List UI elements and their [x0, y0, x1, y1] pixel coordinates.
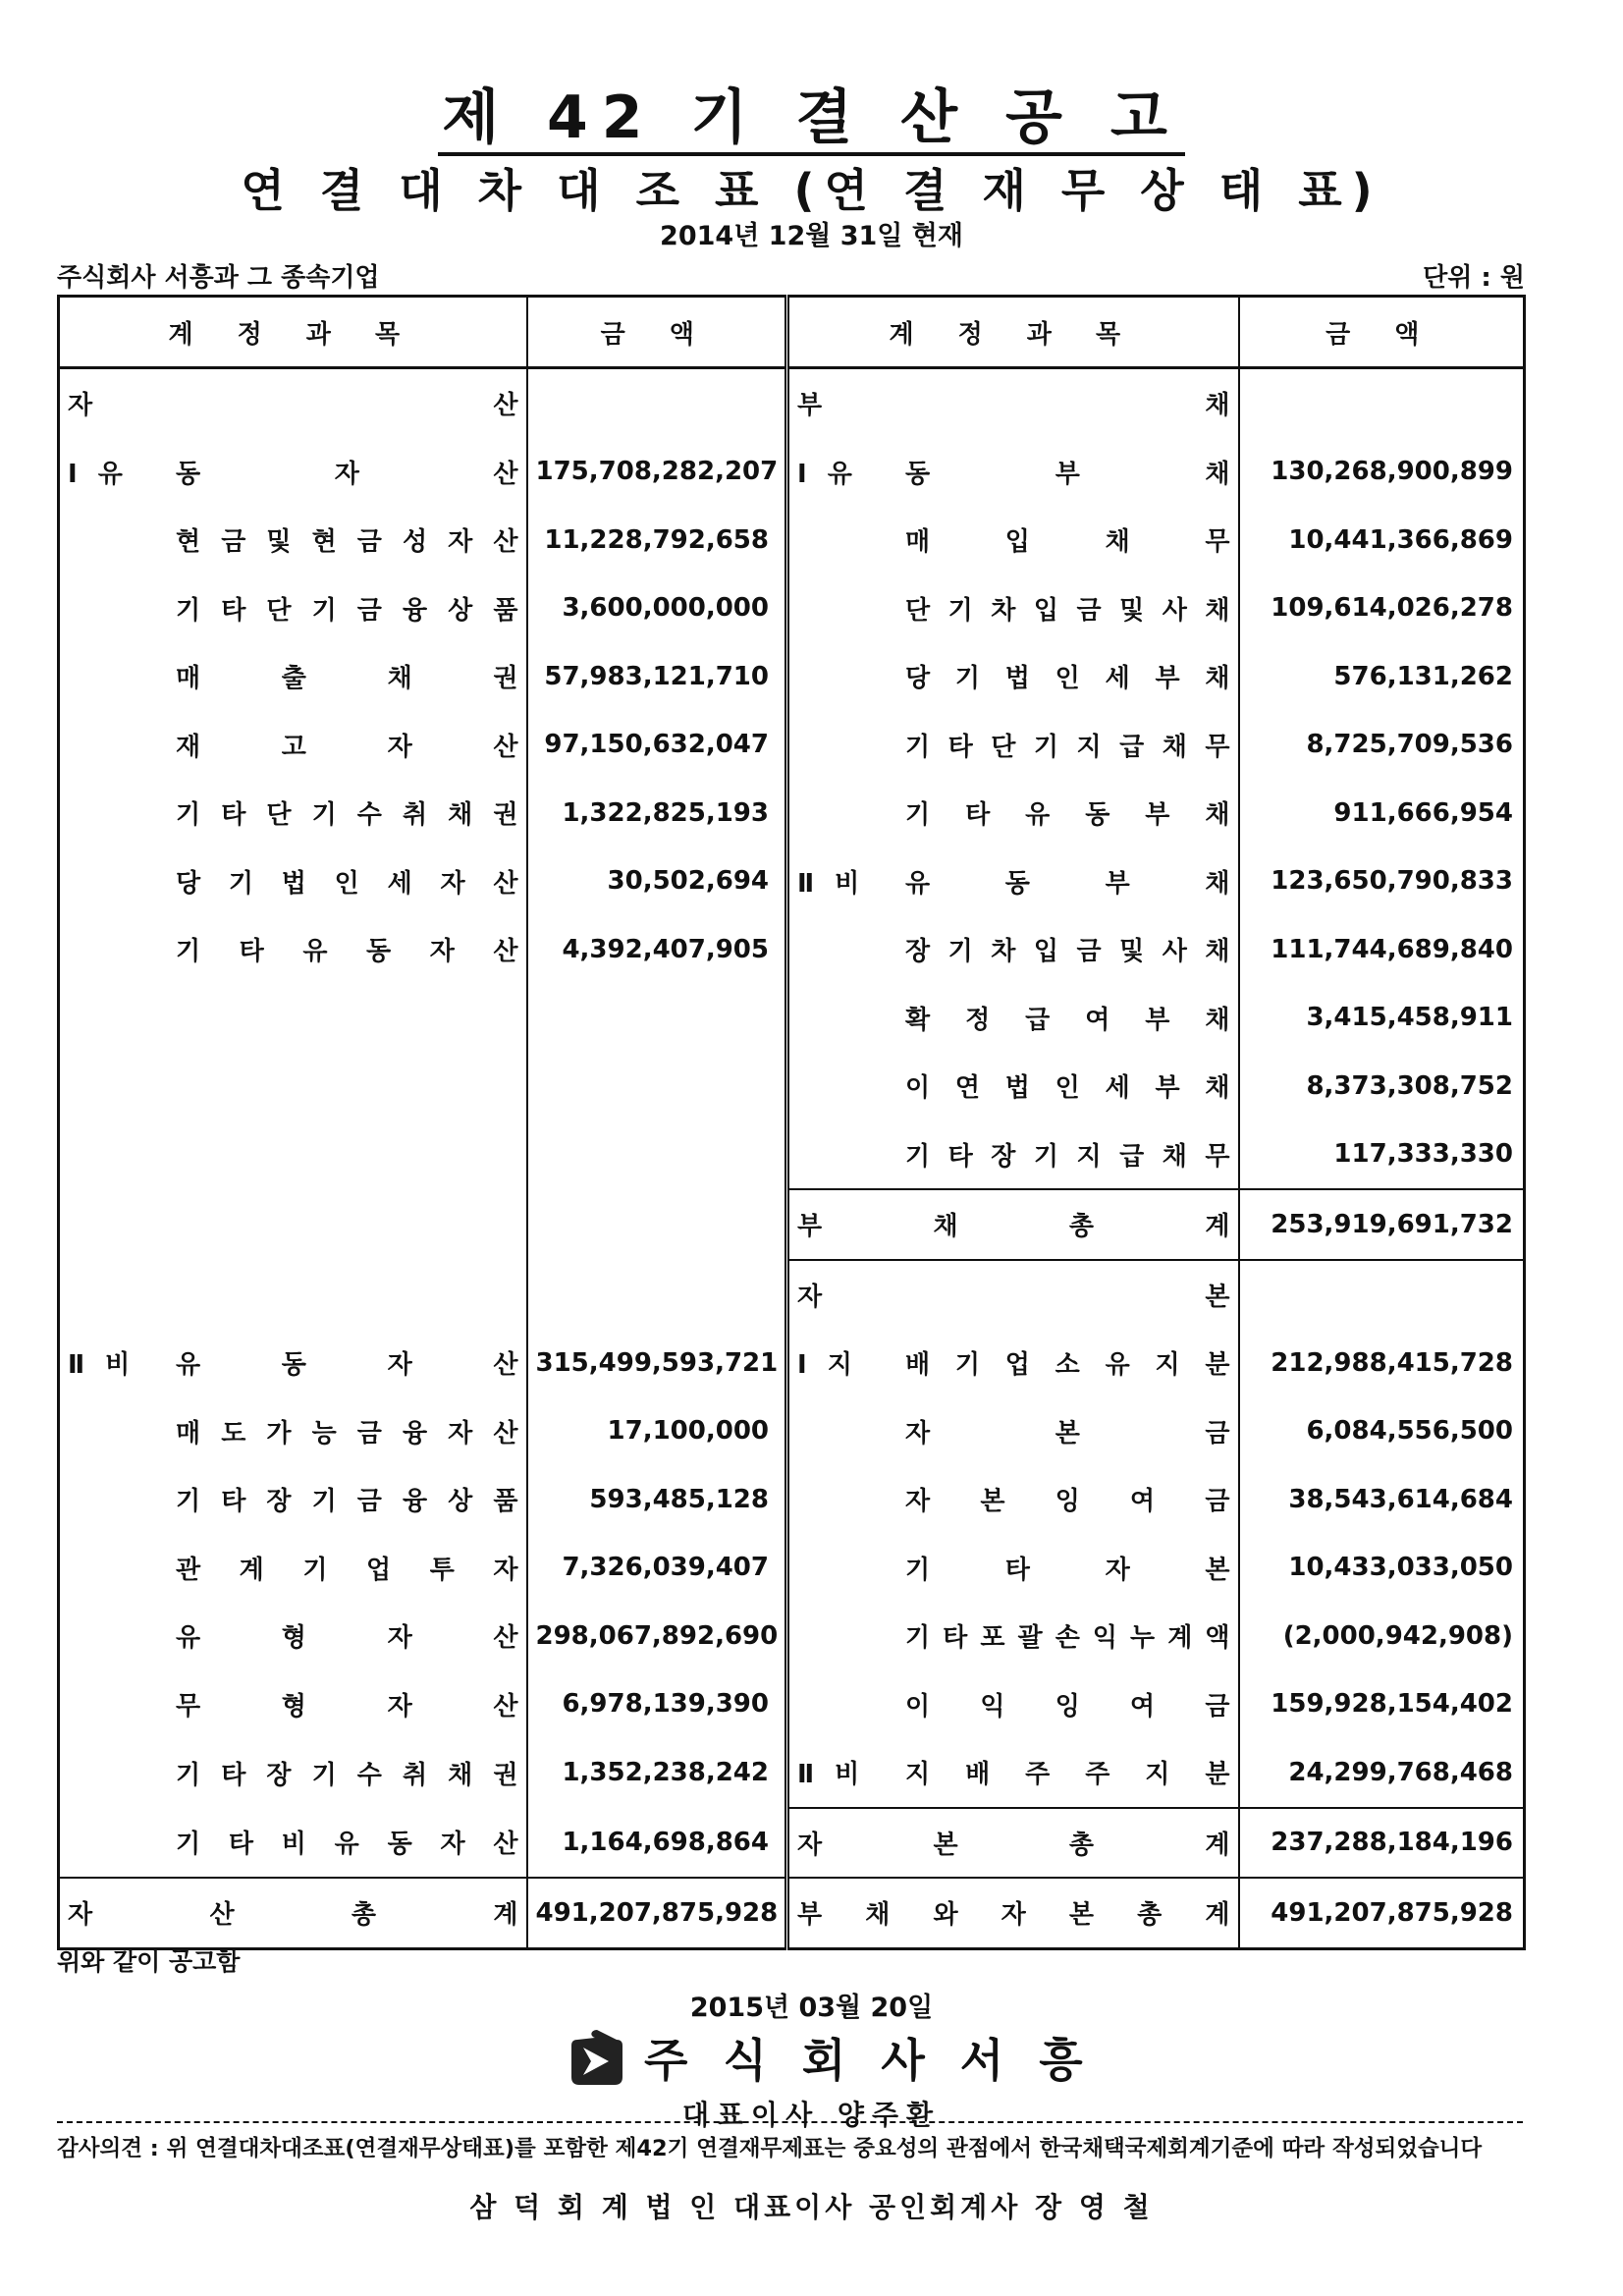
account-cell — [59, 1670, 527, 1739]
right-account-name: 배 기 업 소 유 지 분 — [905, 1350, 1230, 1381]
left-amount: 30,502,694 — [527, 847, 787, 916]
left-amount: 97,150,632,047 — [527, 711, 787, 780]
table-row — [59, 847, 1525, 916]
table-row — [59, 779, 1525, 847]
account-cell — [787, 1121, 1239, 1190]
right-account-label — [797, 1397, 1230, 1466]
right-amount: 8,373,308,752 — [1239, 1052, 1525, 1121]
account-cell — [787, 847, 1239, 916]
right-account-name: 단 기 차 입 금 및 사 채 — [905, 595, 1230, 626]
right-account-label — [797, 779, 1230, 847]
right-account-label — [797, 574, 1230, 643]
left-account-label — [68, 1534, 518, 1603]
account-cell — [787, 1602, 1239, 1670]
account-cell — [59, 1878, 527, 1948]
table-row — [59, 1189, 1525, 1260]
table-row — [59, 1878, 1525, 1948]
account-cell — [787, 984, 1239, 1053]
right-account-label — [797, 1879, 1230, 1947]
left-account-label — [68, 574, 518, 643]
table-row — [59, 1052, 1525, 1121]
balance-sheet-table — [57, 295, 1526, 1950]
left-account-name: 기 타 단 기 금 융 상 품 — [176, 595, 518, 626]
account-cell — [59, 1121, 527, 1190]
left-account-name: 관 계 기 업 투 자 — [176, 1555, 518, 1585]
right-amount: 576,131,262 — [1239, 642, 1525, 711]
left-account-label — [68, 642, 518, 711]
right-account-label — [797, 1465, 1230, 1534]
account-cell — [787, 642, 1239, 711]
company-name: 주 식 회 사 서 흥 — [644, 2034, 1093, 2087]
account-cell — [59, 1738, 527, 1808]
right-account-label — [797, 1329, 1230, 1397]
right-account-name: 기 타 단 기 지 급 채 무 — [905, 732, 1230, 762]
right-account-name: 지 배 주 주 지 분 — [905, 1760, 1230, 1790]
account-cell — [59, 1534, 527, 1603]
left-account-label — [68, 1738, 518, 1808]
account-cell — [787, 438, 1239, 507]
account-cell — [59, 506, 527, 574]
left-amount: 6,978,139,390 — [527, 1670, 787, 1739]
right-account-label — [797, 1534, 1230, 1603]
account-cell — [59, 779, 527, 847]
left-amount — [527, 1189, 787, 1260]
right-section-number: Ⅱ 비 — [797, 1760, 866, 1790]
announcement-title-text: 제 42 기 결 산 공 고 — [438, 83, 1185, 156]
account-cell — [59, 1052, 527, 1121]
right-account-label — [797, 369, 1230, 438]
left-account-name: 유 동 자 산 — [176, 1350, 518, 1381]
header-account-right: 계 정 과 목 — [787, 297, 1239, 368]
seoheung-logo-icon — [569, 2028, 624, 2087]
right-account-name: 확 정 급 여 부 채 — [905, 1005, 1230, 1035]
right-account-label — [797, 1602, 1230, 1670]
left-account-name: 동 자 산 — [176, 459, 518, 489]
right-amount: 109,614,026,278 — [1239, 574, 1525, 643]
left-account-name: 재 고 자 산 — [176, 732, 518, 762]
account-cell — [59, 1329, 527, 1397]
table-row — [59, 1329, 1525, 1397]
right-account-name: 장 기 차 입 금 및 사 채 — [905, 937, 1230, 967]
right-amount — [1239, 1260, 1525, 1330]
left-account-name: 유 형 자 산 — [176, 1623, 518, 1654]
left-amount: 57,983,121,710 — [527, 642, 787, 711]
company-label: 주식회사 서흥과 그 종속기업 — [57, 263, 380, 293]
left-account-label — [68, 779, 518, 847]
account-cell — [59, 1808, 527, 1879]
right-amount: 117,333,330 — [1239, 1121, 1525, 1190]
left-account-name: 매 출 채 권 — [176, 664, 518, 694]
right-account-label — [797, 711, 1230, 780]
right-account-name: 부 채 총 계 — [797, 1212, 1230, 1242]
left-account-name: 매 도 가 능 금 융 자 산 — [176, 1418, 518, 1449]
as-of-date: 2014년 12월 31일 현재 — [660, 221, 963, 251]
left-amount: 315,499,593,721 — [527, 1329, 787, 1397]
left-amount: 3,600,000,000 — [527, 574, 787, 643]
right-account-name: 기 타 자 본 — [905, 1555, 1230, 1585]
table-row — [59, 1738, 1525, 1808]
right-account-label — [797, 1190, 1230, 1259]
right-account-name: 자 본 총 계 — [797, 1830, 1230, 1860]
table-row — [59, 574, 1525, 643]
right-amount: 111,744,689,840 — [1239, 915, 1525, 984]
account-cell — [787, 1052, 1239, 1121]
left-account-name: 기 타 유 동 자 산 — [176, 937, 518, 967]
header-amount-left: 금 액 — [527, 297, 787, 368]
account-cell — [59, 1260, 527, 1330]
right-account-name: 자 본 금 — [905, 1418, 1230, 1449]
account-cell — [59, 847, 527, 916]
left-amount — [527, 1052, 787, 1121]
left-account-label — [68, 438, 518, 507]
account-cell — [787, 574, 1239, 643]
left-amount: 1,164,698,864 — [527, 1808, 787, 1879]
right-account-name: 자 본 잉 여 금 — [905, 1487, 1230, 1517]
right-section-number: Ⅰ 유 — [797, 459, 858, 489]
announcement-title — [0, 71, 1623, 155]
left-account-label — [68, 1260, 518, 1328]
right-account-label — [797, 1670, 1230, 1739]
left-account-name: 기 타 단 기 수 취 채 권 — [176, 800, 518, 831]
account-cell — [787, 1808, 1239, 1879]
left-amount: 1,322,825,193 — [527, 779, 787, 847]
audit-opinion: 감사의견 : 위 연결대차대조표(연결재무상태표)를 포함한 제42기 연결재무제표는 중요성의 관점에서 한국채택국제회계기준에 따라 작성되었습니다 — [57, 2136, 1483, 2161]
right-account-name: 유 동 부 채 — [905, 868, 1230, 899]
divider-dashed — [57, 2121, 1523, 2123]
account-cell — [59, 368, 527, 438]
table-row — [59, 1397, 1525, 1466]
account-cell — [59, 1189, 527, 1260]
left-amount: 4,392,407,905 — [527, 915, 787, 984]
right-amount: 212,988,415,728 — [1239, 1329, 1525, 1397]
right-account-label — [797, 847, 1230, 916]
left-account-label — [68, 369, 518, 438]
right-account-name: 매 입 채 무 — [905, 527, 1230, 558]
table-row — [59, 1260, 1525, 1330]
account-cell — [59, 1602, 527, 1670]
left-amount — [527, 1260, 787, 1330]
table-row — [59, 1808, 1525, 1879]
right-account-name: 이 연 법 인 세 부 채 — [905, 1073, 1230, 1104]
right-account-label — [797, 438, 1230, 507]
left-amount: 593,485,128 — [527, 1465, 787, 1534]
left-section-number: Ⅰ 유 — [68, 459, 129, 489]
left-account-label — [68, 1879, 518, 1947]
table-row — [59, 506, 1525, 574]
unit-label: 단위 : 원 — [1423, 263, 1525, 293]
auditor-signature: 삼 덕 회 계 법 인 대표이사 공인회계사 장 영 철 — [469, 2191, 1154, 2223]
right-amount: (2,000,942,908) — [1239, 1602, 1525, 1670]
right-account-label — [797, 1121, 1230, 1189]
account-cell — [59, 642, 527, 711]
table-row — [59, 368, 1525, 438]
left-account-label — [68, 1121, 518, 1188]
left-account-label — [68, 506, 518, 574]
left-account-label — [68, 847, 518, 916]
table-row — [59, 1670, 1525, 1739]
right-amount: 10,441,366,869 — [1239, 506, 1525, 574]
left-amount — [527, 1121, 787, 1190]
table-header-row — [59, 297, 1525, 368]
left-amount: 298,067,892,690 — [527, 1602, 787, 1670]
notice-text: 위와 같이 공고함 — [57, 1947, 241, 1976]
right-account-name: 기 타 장 기 지 급 채 무 — [905, 1141, 1230, 1172]
left-account-name: 자 산 총 계 — [68, 1900, 518, 1931]
account-cell — [787, 1878, 1239, 1948]
account-cell — [787, 1397, 1239, 1466]
right-account-name: 당 기 법 인 세 부 채 — [905, 664, 1230, 694]
right-amount: 123,650,790,833 — [1239, 847, 1525, 916]
table-row — [59, 711, 1525, 780]
right-account-label — [797, 506, 1230, 574]
left-account-name: 현 금 및 현 금 성 자 산 — [176, 527, 518, 558]
header-account-left: 계 정 과 목 — [59, 297, 527, 368]
right-amount: 491,207,875,928 — [1239, 1878, 1525, 1948]
left-amount: 17,100,000 — [527, 1397, 787, 1466]
right-account-name: 부 채 와 자 본 총 계 — [797, 1900, 1230, 1931]
left-section-number: Ⅱ 비 — [68, 1350, 136, 1381]
table-row — [59, 1465, 1525, 1534]
right-amount: 130,268,900,899 — [1239, 438, 1525, 507]
table-row — [59, 1534, 1525, 1603]
left-account-label — [68, 984, 518, 1052]
right-account-name: 기 타 유 동 부 채 — [905, 800, 1230, 831]
right-account-name: 동 부 채 — [905, 459, 1230, 489]
right-account-label — [797, 1261, 1230, 1330]
left-account-name: 기 타 장 기 금 융 상 품 — [176, 1487, 518, 1517]
left-account-label — [68, 1052, 518, 1120]
right-amount: 237,288,184,196 — [1239, 1808, 1525, 1879]
company-signature — [569, 2023, 1093, 2092]
left-account-label — [68, 1808, 518, 1878]
right-account-label — [797, 1052, 1230, 1121]
left-account-name: 기 타 비 유 동 자 산 — [176, 1830, 518, 1860]
account-cell — [787, 1670, 1239, 1739]
left-amount — [527, 368, 787, 438]
table-row — [59, 984, 1525, 1053]
right-amount: 8,725,709,536 — [1239, 711, 1525, 780]
account-cell — [787, 1534, 1239, 1603]
left-amount: 491,207,875,928 — [527, 1878, 787, 1948]
right-section-number: Ⅰ 지 — [797, 1350, 858, 1381]
left-account-name: 무 형 자 산 — [176, 1691, 518, 1722]
account-cell — [787, 915, 1239, 984]
table-row — [59, 1602, 1525, 1670]
account-cell — [59, 915, 527, 984]
right-amount: 38,543,614,684 — [1239, 1465, 1525, 1534]
right-account-name: 자 본 — [797, 1282, 1230, 1312]
left-account-label — [68, 915, 518, 984]
right-amount: 24,299,768,468 — [1239, 1738, 1525, 1808]
left-account-label — [68, 1465, 518, 1534]
left-account-name: 자 산 — [68, 391, 518, 421]
left-amount: 11,228,792,658 — [527, 506, 787, 574]
right-account-name: 부 채 — [797, 391, 1230, 421]
right-account-label — [797, 915, 1230, 984]
right-amount: 3,415,458,911 — [1239, 984, 1525, 1053]
account-cell — [787, 1329, 1239, 1397]
right-amount: 6,084,556,500 — [1239, 1397, 1525, 1466]
account-cell — [787, 1738, 1239, 1808]
left-amount: 1,352,238,242 — [527, 1738, 787, 1808]
account-cell — [59, 1465, 527, 1534]
left-amount: 175,708,282,207 — [527, 438, 787, 507]
left-account-label — [68, 1329, 518, 1397]
right-amount: 10,433,033,050 — [1239, 1534, 1525, 1603]
right-amount: 159,928,154,402 — [1239, 1670, 1525, 1739]
left-account-name: 기 타 장 기 수 취 채 권 — [176, 1760, 518, 1790]
right-amount: 253,919,691,732 — [1239, 1189, 1525, 1260]
account-cell — [787, 711, 1239, 780]
publish-date: 2015년 03월 20일 — [689, 1993, 934, 2023]
left-account-label — [68, 711, 518, 780]
account-cell — [787, 368, 1239, 438]
left-account-name: 당 기 법 인 세 자 산 — [176, 868, 518, 899]
account-cell — [59, 574, 527, 643]
ceo-name: 대표이사 양주환 — [681, 2099, 942, 2131]
account-cell — [787, 779, 1239, 847]
account-cell — [787, 506, 1239, 574]
right-account-label — [797, 984, 1230, 1053]
table-row — [59, 642, 1525, 711]
table-row — [59, 1121, 1525, 1190]
left-account-label — [68, 1602, 518, 1670]
left-account-label — [68, 1670, 518, 1739]
right-section-number: Ⅱ 비 — [797, 868, 866, 899]
table-row — [59, 438, 1525, 507]
left-amount — [527, 984, 787, 1053]
left-account-label — [68, 1190, 518, 1258]
account-cell — [787, 1465, 1239, 1534]
table-row — [59, 915, 1525, 984]
account-cell — [59, 711, 527, 780]
account-cell — [59, 1397, 527, 1466]
account-cell — [787, 1260, 1239, 1330]
account-cell — [59, 984, 527, 1053]
account-cell — [59, 438, 527, 507]
header-amount-right: 금 액 — [1239, 297, 1525, 368]
right-account-label — [797, 642, 1230, 711]
right-amount: 911,666,954 — [1239, 779, 1525, 847]
right-amount — [1239, 368, 1525, 438]
left-amount: 7,326,039,407 — [527, 1534, 787, 1603]
right-account-label — [797, 1738, 1230, 1807]
right-account-name: 이 익 잉 여 금 — [905, 1691, 1230, 1722]
right-account-name: 기 타 포 괄 손 익 누 계 액 — [905, 1623, 1230, 1654]
right-account-label — [797, 1809, 1230, 1878]
account-cell — [787, 1189, 1239, 1260]
left-account-label — [68, 1397, 518, 1466]
statement-title: 연 결 대 차 대 조 표 (연 결 재 무 상 태 표) — [241, 164, 1382, 217]
